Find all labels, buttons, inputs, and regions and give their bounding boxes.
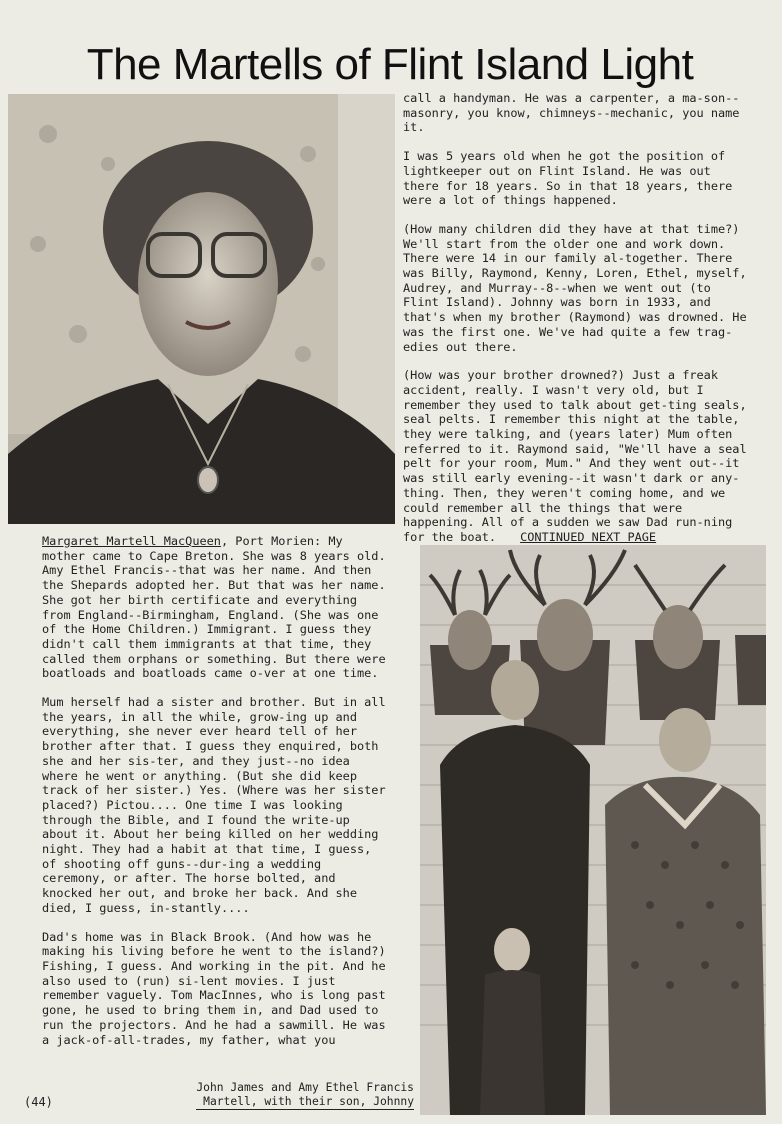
right-paragraph-4 (403, 368, 751, 544)
article-title: The Martells of Flint Island Light (86, 40, 694, 89)
left-paragraph-1 (42, 534, 388, 681)
right-column (403, 91, 751, 545)
caption-line-2: Martell, with their son, Johnny (203, 1095, 414, 1108)
family-photo (420, 545, 766, 1115)
left-paragraph-1-text: My mother came to Cape Breton. She was 8 years old. Amy Ethel Francis--that was her name. And then the Shepards adopted her. But that was her name. She got her birth certificate and everything from England--Birmingham, England. (She was one of the Home Children.) Immigrant. I guess they didn't call them immigrants at that time, they called them orphans or something. But there were boatloads and boatloads came o-ver at one time. (42, 534, 386, 681)
page-number: (44) (24, 1095, 53, 1109)
right-paragraph-2: I was 5 years old when he got the position of lightkeeper out on Flint Island. He was out there for 18 years. So in that 18 years, there were a lot of things happened. (403, 149, 733, 208)
caption-line-1: John James and Amy Ethel Francis (196, 1081, 414, 1094)
right-paragraph-3: (How many children did they have at that time?) We'll start from the older one and work down. There were 14 in our family al-together. There was Billy, Raymond, Kenny, Loren, Ethel, myself, Audrey, and Murray--8--when we went out (to Flint Island). Johnny was born in 1933, and that's when my brother (Raymond) was drowned. He was the first one. We've had quite a few trag-edies out there. (403, 221, 747, 354)
right-paragraph-1: call a handyman. He was a carpenter, a ma-son--masonry, you know, chimneys--mechanic, you name it. (403, 91, 740, 135)
portrait-photo (8, 94, 395, 524)
left-column (42, 534, 388, 1061)
speaker-place: , Port Morien: (220, 534, 322, 548)
left-paragraph-3: Dad's home was in Black Brook. (And how was he making his living before he went to the island?) Fishing, I guess. And working in the pit. And he also used to (run) si-lent movies. I just remember vaguely. Tom MacInnes, who is long past gone, he used to bring them in, and Dad used to run the projectors. And he had a sawmill. He was a jack-of-all-trades, my father, what you (42, 929, 386, 1047)
right-paragraph-4-text: (How was your brother drowned?) Just a freak accident, really. I wasn't very old, but I remember they used to talk about get-ting seals, seal pelts. I remember this night at the table, they were talking, and (years later) Mum often referred to it. Raymond said, "We'll have a seal pelt for your room, Mum." And they went out--it was still early evening--it wasn't dark or any-thing. Then, they weren't coming home, and we could remember all the things that were happening. All of a sudden we saw Dad run-ning for the boat. (403, 368, 747, 544)
left-paragraph-2: Mum herself had a sister and brother. But in all the years, in all the while, grow-ing up and everything, she never ever heard tell of her brother after that. I guess they enquired, both she and her sis-ter, and they just--no idea where he went or anything. (But she did keep track of her sister.) Yes. (Where was her sister placed?) Pictou.... One time I was looking through the Bible, and I found the write-up about it. About her being killed on her wedding night. They had a habit at that time, I guess, of shooting off guns--dur-ing a wedding ceremony, or after. The horse bolted, and knocked her out, and broke her back. And she died, I guess, in-stantly.... (42, 695, 386, 915)
continued-next-page: CONTINUED NEXT PAGE (520, 529, 657, 544)
photo-caption (196, 1081, 414, 1110)
speaker-name: Margaret Martell MacQueen (42, 534, 221, 548)
